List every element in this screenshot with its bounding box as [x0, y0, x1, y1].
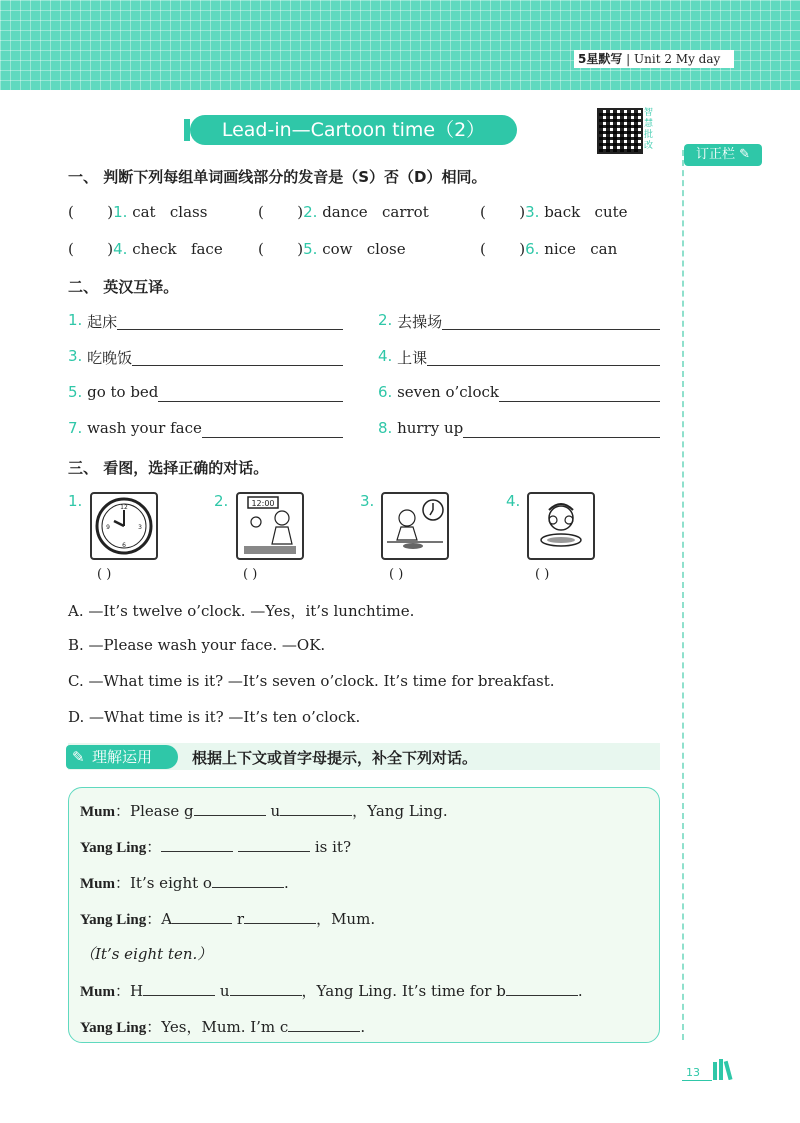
- option-c: C. —What time is it? —It’s seven o’clock. It’s time for breakfast.: [68, 672, 555, 690]
- breakfast-scene-icon: [383, 494, 447, 558]
- dialogue-line: [80, 871, 289, 893]
- line-text: ：A: [146, 910, 173, 928]
- s1-word: check: [132, 240, 177, 258]
- s1-word: face: [190, 240, 223, 258]
- option-b: B. —Please wash your face. —OK.: [68, 636, 326, 654]
- line-text: .: [283, 874, 289, 892]
- blank[interactable]: [212, 871, 284, 888]
- s1-word: close: [366, 240, 406, 258]
- picture-clock: [90, 492, 158, 560]
- s2-num: 7.: [68, 419, 83, 437]
- svg-text:9: 9: [106, 524, 110, 531]
- line-text: .: [577, 982, 583, 1000]
- dialogue-line: [80, 979, 583, 1001]
- s2-item: [378, 347, 660, 371]
- s1-word: cat: [132, 203, 156, 221]
- picture-lunch: [236, 492, 304, 560]
- pic-num: 4.: [506, 492, 521, 510]
- clock-icon: [92, 494, 156, 558]
- s2-num: 2.: [378, 311, 393, 329]
- s2-text: seven o’clock: [397, 383, 499, 401]
- s2-item: [378, 419, 660, 443]
- dialogue-line: [80, 907, 375, 929]
- answer-line[interactable]: [132, 347, 343, 366]
- blank[interactable]: [238, 835, 310, 852]
- answer-paren[interactable]: ( ): [389, 567, 404, 582]
- s1-num: 5.: [303, 240, 318, 258]
- speaker: Yang Ling: [80, 912, 147, 928]
- s2-item: [378, 311, 660, 335]
- blank[interactable]: [161, 835, 233, 852]
- section2-heading: 二、 英汉互译。: [68, 278, 179, 296]
- dialogue-note: （It’s eight ten.）: [80, 945, 213, 963]
- line-text: ，Yang Ling. It’s time for b: [301, 982, 506, 1000]
- s2-text: hurry up: [397, 419, 464, 437]
- dialogue-line: [80, 799, 448, 821]
- blank[interactable]: [230, 979, 302, 996]
- s1-item-6: ( )6. nice can: [480, 240, 618, 258]
- header-band: [0, 0, 800, 90]
- s2-num: 1.: [68, 311, 83, 329]
- line-text: ，Yang Ling.: [352, 802, 448, 820]
- option-a: A. —It’s twelve o’clock. —Yes，it’s lunchtime.: [68, 602, 415, 620]
- line-text: ：H: [115, 982, 144, 1000]
- blank[interactable]: [143, 979, 215, 996]
- answer-paren[interactable]: ( ): [97, 567, 112, 582]
- s2-text: 上课: [397, 349, 428, 367]
- pencil-icon: ✎: [739, 147, 751, 162]
- washing-face-icon: [529, 494, 593, 558]
- speaker: Mum: [80, 876, 115, 892]
- s1-num: 6.: [525, 240, 540, 258]
- section1-heading: 一、 判断下列每组单词画线部分的发音是（S）否（D）相同。: [68, 168, 487, 186]
- s2-item: [68, 347, 343, 371]
- s2-text: 去操场: [397, 313, 443, 331]
- s1-word: class: [169, 203, 208, 221]
- s1-word: dance: [322, 203, 368, 221]
- line-text: u: [270, 802, 281, 820]
- s2-text: 吃晚饭: [87, 349, 133, 367]
- option-d: D. —What time is it? —It’s ten o’clock.: [68, 708, 361, 726]
- header-tag: 5星默写 | Unit 2 My day: [574, 50, 734, 68]
- section4-badge: [66, 745, 178, 769]
- s2-text: 起床: [87, 313, 118, 331]
- line-text: ：: [146, 838, 162, 856]
- svg-text:12: 12: [120, 504, 128, 511]
- s1-num: 2.: [303, 203, 318, 221]
- answer-line[interactable]: [499, 383, 660, 402]
- lesson-title: Lead-in—Cartoon time（2）: [190, 115, 517, 145]
- svg-text:6: 6: [122, 542, 126, 549]
- pic-num: 2.: [214, 492, 229, 510]
- s1-word: back: [544, 203, 581, 221]
- s2-num: 8.: [378, 419, 393, 437]
- s1-num: 1.: [113, 203, 128, 221]
- line-text: .: [360, 1018, 366, 1036]
- unit-label: Unit 2 My day: [634, 52, 721, 66]
- clock-readout: 12:00: [251, 499, 275, 508]
- page-number: 13: [686, 1066, 700, 1079]
- picture-wash-face: [527, 492, 595, 560]
- section3-heading: 三、 看图，选择正确的对话。: [68, 459, 269, 477]
- section4-instruction: 根据上下文或首字母提示，补全下列对话。: [192, 749, 478, 767]
- blank[interactable]: [506, 979, 578, 996]
- line-text: is it?: [314, 838, 351, 856]
- line-text: r: [236, 910, 245, 928]
- answer-line[interactable]: [427, 347, 660, 366]
- blank[interactable]: [172, 907, 232, 924]
- line-text: ：Yes，Mum. I’m c: [146, 1018, 289, 1036]
- answer-line[interactable]: [202, 419, 343, 438]
- books-icon: [712, 1058, 738, 1084]
- pic-num: 1.: [68, 492, 83, 510]
- dialogue-line: [80, 1015, 365, 1037]
- s1-word: cute: [594, 203, 628, 221]
- s2-num: 5.: [68, 383, 83, 401]
- document-icon: ✎: [72, 748, 85, 766]
- pic-num: 3.: [360, 492, 375, 510]
- section4-badge-label: 理解运用: [92, 748, 153, 766]
- correction-column-label: 订正栏: [695, 147, 735, 162]
- answer-paren[interactable]: ( ): [535, 567, 550, 582]
- answer-line[interactable]: [463, 419, 660, 438]
- s1-num: 3.: [525, 203, 540, 221]
- s2-text: go to bed: [87, 383, 159, 401]
- correction-rail: [682, 150, 684, 1040]
- correction-column-tab: [684, 144, 762, 166]
- lunch-scene-icon: [238, 494, 302, 558]
- s1-word: can: [590, 240, 618, 258]
- dialogue-line: [80, 835, 351, 857]
- answer-line[interactable]: [442, 311, 660, 330]
- svg-text:3: 3: [138, 524, 142, 531]
- speaker: Yang Ling: [80, 1020, 147, 1036]
- series-label: 5星默写: [578, 52, 623, 66]
- blank[interactable]: [194, 799, 266, 816]
- s2-item: [68, 383, 343, 407]
- s1-item-1: ( )1. cat class: [68, 203, 208, 221]
- speaker: Mum: [80, 804, 115, 820]
- blank[interactable]: [244, 907, 316, 924]
- s2-num: 6.: [378, 383, 393, 401]
- blank[interactable]: [288, 1015, 360, 1032]
- line-text: u: [219, 982, 230, 1000]
- qr-code-icon[interactable]: [597, 108, 643, 154]
- picture-breakfast: [381, 492, 449, 560]
- s1-num: 4.: [113, 240, 128, 258]
- s2-num: 3.: [68, 347, 83, 365]
- s1-item-5: ( )5. cow close: [258, 240, 406, 258]
- speaker: Yang Ling: [80, 840, 147, 856]
- s1-item-3: ( )3. back cute: [480, 203, 628, 221]
- line-text: ：It’s eight o: [115, 874, 212, 892]
- line-text: ，Mum.: [316, 910, 376, 928]
- s2-item: [68, 419, 343, 443]
- s1-word: cow: [322, 240, 353, 258]
- answer-line[interactable]: [158, 383, 343, 402]
- s2-item: [378, 383, 660, 407]
- s2-num: 4.: [378, 347, 393, 365]
- speaker: Mum: [80, 984, 115, 1000]
- s1-item-4: ( )4. check face: [68, 240, 223, 258]
- line-text: ：Please g: [115, 802, 194, 820]
- footer-line: [682, 1080, 712, 1081]
- s1-word: nice: [544, 240, 576, 258]
- s2-text: wash your face: [87, 419, 202, 437]
- qr-caption: 智慧批改: [644, 108, 654, 151]
- s1-item-2: ( )2. dance carrot: [258, 203, 429, 221]
- blank[interactable]: [280, 799, 352, 816]
- s1-word: carrot: [381, 203, 429, 221]
- s2-item: [68, 311, 343, 335]
- answer-paren[interactable]: ( ): [243, 567, 258, 582]
- answer-line[interactable]: [117, 311, 343, 330]
